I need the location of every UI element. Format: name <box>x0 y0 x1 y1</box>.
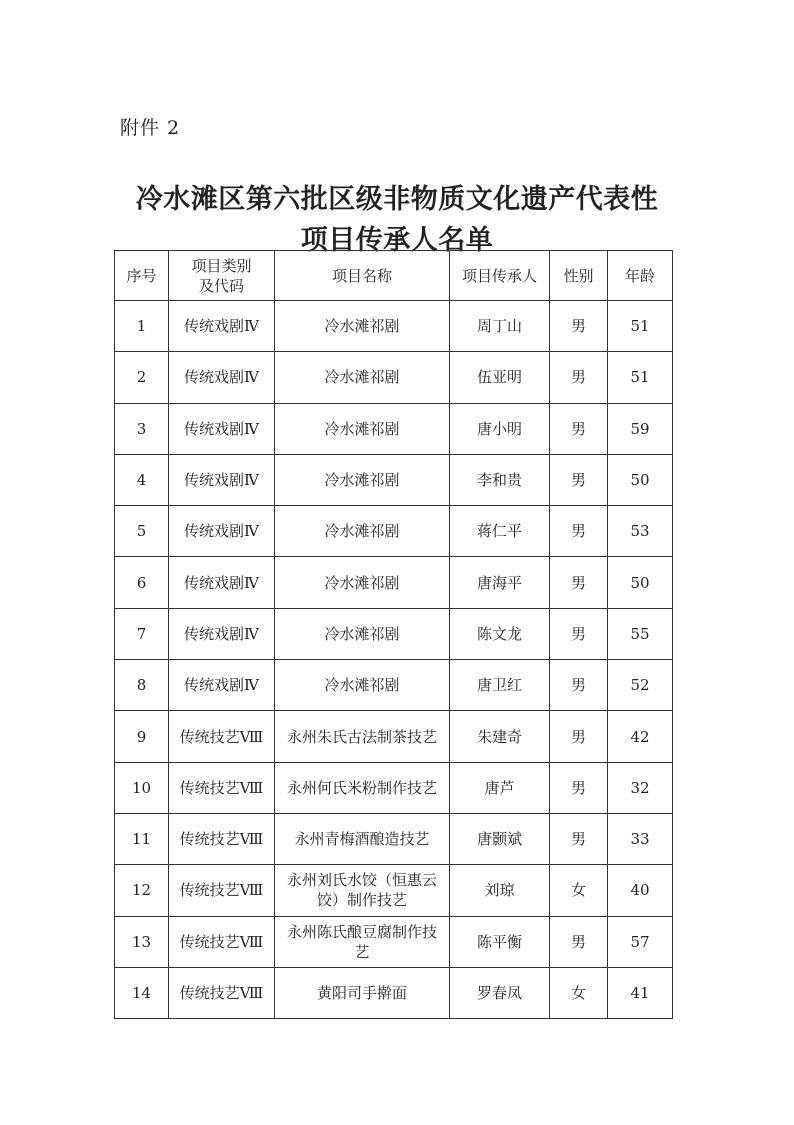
row-gender: 男 <box>550 403 608 454</box>
table-header-row <box>115 251 673 301</box>
row-number: 1 <box>115 301 169 352</box>
row-gender: 男 <box>550 660 608 711</box>
table-row <box>115 454 673 505</box>
row-inheritor: 罗春凤 <box>450 967 550 1018</box>
row-inheritor: 朱建奇 <box>450 711 550 762</box>
row-inheritor: 唐颢斌 <box>450 813 550 864</box>
row-inheritor: 伍亚明 <box>450 352 550 403</box>
row-age: 51 <box>608 352 673 403</box>
table-row <box>115 557 673 608</box>
row-number: 9 <box>115 711 169 762</box>
row-number: 3 <box>115 403 169 454</box>
row-project: 冷水滩祁剧 <box>275 660 450 711</box>
row-inheritor: 唐小明 <box>450 403 550 454</box>
row-number: 7 <box>115 608 169 659</box>
row-category: 传统戏剧Ⅳ <box>169 660 275 711</box>
table-row <box>115 403 673 454</box>
row-age: 51 <box>608 301 673 352</box>
row-gender: 男 <box>550 916 608 967</box>
row-number: 12 <box>115 865 169 916</box>
row-category: 传统戏剧Ⅳ <box>169 608 275 659</box>
row-gender: 男 <box>550 352 608 403</box>
table-row <box>115 813 673 864</box>
row-age: 41 <box>608 967 673 1018</box>
document-title-line-2: 项目传承人名单 <box>300 225 494 256</box>
row-gender: 男 <box>550 506 608 557</box>
document-title-line-1: 冷水滩区第六批区级非物质文化遗产代表性 <box>135 184 659 215</box>
row-project: 黄阳司手擀面 <box>275 967 450 1018</box>
row-project: 永州朱氏古法制茶技艺 <box>275 711 450 762</box>
row-project: 冷水滩祁剧 <box>275 608 450 659</box>
row-number: 8 <box>115 660 169 711</box>
row-age: 53 <box>608 506 673 557</box>
row-project: 冷水滩祁剧 <box>275 506 450 557</box>
row-gender: 女 <box>550 967 608 1018</box>
row-age: 42 <box>608 711 673 762</box>
table-row <box>115 967 673 1018</box>
header-category: 项目类别及代码 <box>169 251 275 301</box>
row-gender: 男 <box>550 813 608 864</box>
row-category: 传统技艺Ⅷ <box>169 813 275 864</box>
row-gender: 男 <box>550 454 608 505</box>
row-age: 50 <box>608 557 673 608</box>
row-project: 冷水滩祁剧 <box>275 301 450 352</box>
row-project: 永州陈氏酿豆腐制作技艺 <box>275 916 450 967</box>
row-age: 50 <box>608 454 673 505</box>
row-age: 55 <box>608 608 673 659</box>
row-gender: 男 <box>550 762 608 813</box>
header-age: 年龄 <box>608 251 673 301</box>
row-age: 40 <box>608 865 673 916</box>
row-category: 传统戏剧Ⅳ <box>169 506 275 557</box>
row-number: 10 <box>115 762 169 813</box>
header-project: 项目名称 <box>275 251 450 301</box>
row-age: 33 <box>608 813 673 864</box>
row-category: 传统技艺Ⅷ <box>169 711 275 762</box>
row-category: 传统戏剧Ⅳ <box>169 454 275 505</box>
attachment-label: 附件 2 <box>120 117 181 139</box>
table-row <box>115 608 673 659</box>
row-number: 5 <box>115 506 169 557</box>
row-inheritor: 蒋仁平 <box>450 506 550 557</box>
row-inheritor: 陈文龙 <box>450 608 550 659</box>
row-inheritor: 刘琼 <box>450 865 550 916</box>
row-project: 冷水滩祁剧 <box>275 352 450 403</box>
row-inheritor: 李和贵 <box>450 454 550 505</box>
row-number: 13 <box>115 916 169 967</box>
row-gender: 男 <box>550 711 608 762</box>
row-age: 59 <box>608 403 673 454</box>
table-row <box>115 711 673 762</box>
row-age: 52 <box>608 660 673 711</box>
row-project: 永州何氏米粉制作技艺 <box>275 762 450 813</box>
row-project: 冷水滩祁剧 <box>275 454 450 505</box>
row-category: 传统技艺Ⅷ <box>169 916 275 967</box>
row-project: 永州青梅酒酿造技艺 <box>275 813 450 864</box>
inheritor-table <box>114 250 673 1019</box>
row-category: 传统戏剧Ⅳ <box>169 352 275 403</box>
row-inheritor: 陈平衡 <box>450 916 550 967</box>
row-category: 传统戏剧Ⅳ <box>169 557 275 608</box>
row-number: 14 <box>115 967 169 1018</box>
row-inheritor: 唐卫红 <box>450 660 550 711</box>
row-category: 传统戏剧Ⅳ <box>169 403 275 454</box>
row-number: 11 <box>115 813 169 864</box>
row-age: 32 <box>608 762 673 813</box>
table-row <box>115 301 673 352</box>
table-row <box>115 352 673 403</box>
header-gender: 性别 <box>550 251 608 301</box>
row-inheritor: 唐芦 <box>450 762 550 813</box>
table-row <box>115 762 673 813</box>
header-no: 序号 <box>115 251 169 301</box>
row-inheritor: 唐海平 <box>450 557 550 608</box>
row-category: 传统戏剧Ⅳ <box>169 301 275 352</box>
row-gender: 男 <box>550 301 608 352</box>
header-inheritor: 项目传承人 <box>450 251 550 301</box>
table-row <box>115 916 673 967</box>
row-number: 4 <box>115 454 169 505</box>
row-number: 2 <box>115 352 169 403</box>
row-category: 传统技艺Ⅷ <box>169 762 275 813</box>
table-row <box>115 506 673 557</box>
row-number: 6 <box>115 557 169 608</box>
row-gender: 男 <box>550 557 608 608</box>
table-row <box>115 865 673 916</box>
row-age: 57 <box>608 916 673 967</box>
row-project: 冷水滩祁剧 <box>275 557 450 608</box>
row-project: 冷水滩祁剧 <box>275 403 450 454</box>
row-category: 传统技艺Ⅷ <box>169 967 275 1018</box>
row-inheritor: 周丁山 <box>450 301 550 352</box>
row-gender: 女 <box>550 865 608 916</box>
row-project: 永州刘氏水饺（恒惠云饺）制作技艺 <box>275 865 450 916</box>
row-category: 传统技艺Ⅷ <box>169 865 275 916</box>
table-row <box>115 660 673 711</box>
row-gender: 男 <box>550 608 608 659</box>
